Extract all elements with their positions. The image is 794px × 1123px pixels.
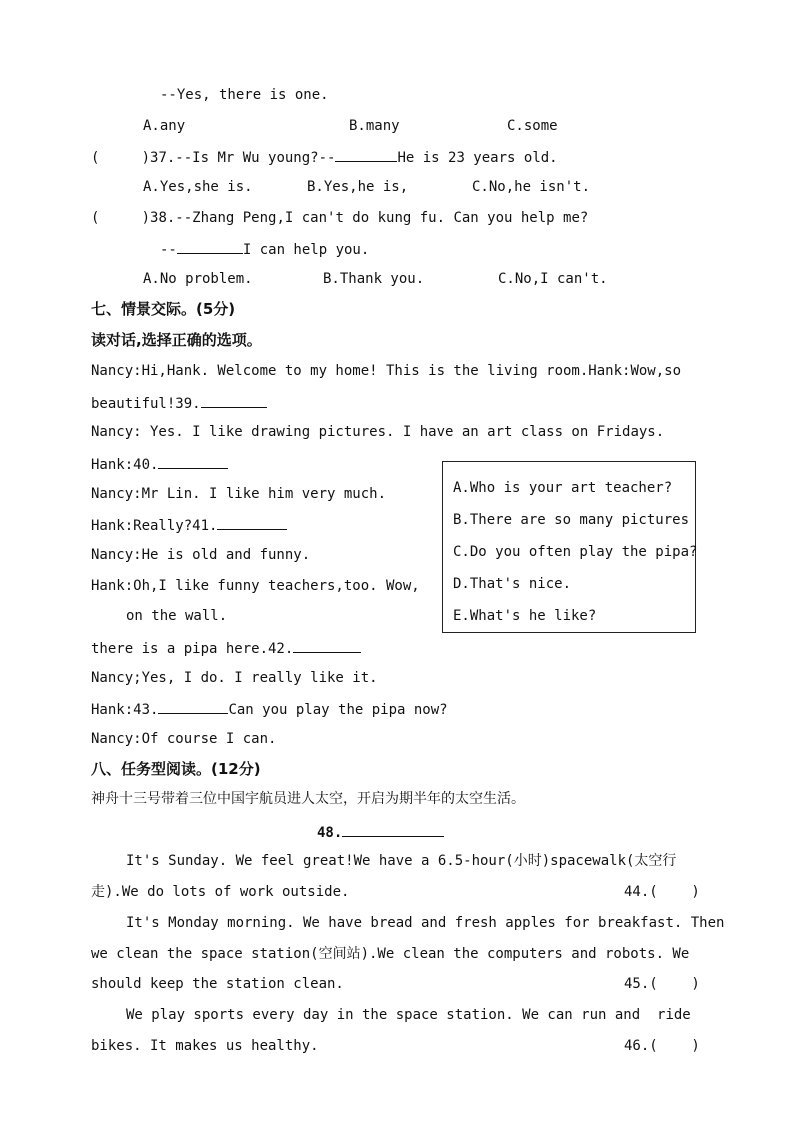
para1-line1: It's Sunday. We feel great!We have a 6.5-hour(小时)spacewalk(太空行 xyxy=(126,853,677,869)
q38-question: ( )38.--Zhang Peng,I can't do kung fu. Can you help me? xyxy=(91,210,589,226)
answer-46[interactable]: 46.( ) xyxy=(624,1038,700,1054)
section7-instruction: 读对话,选择正确的选项。 xyxy=(91,331,262,349)
q37-answer-paren[interactable]: ( ) xyxy=(91,150,151,166)
blank-42[interactable] xyxy=(293,638,361,653)
option-d[interactable]: D.That's nice. xyxy=(453,576,572,592)
q38-option-a[interactable]: A.No problem. xyxy=(143,271,253,287)
dialog-line-11: Nancy;Yes, I do. I really like it. xyxy=(91,670,378,686)
blank-39[interactable] xyxy=(201,393,267,408)
section8-title: 八、任务型阅读。(12分) xyxy=(91,760,261,778)
dialog-line-3: Nancy: Yes. I like drawing pictures. I have an art class on Fridays. xyxy=(91,424,665,440)
dialog-line-7: Nancy:He is old and funny. xyxy=(91,547,311,563)
section8-intro: 神舟十三号带着三位中国宇航员进人太空，开启为期半年的太空生活。 xyxy=(91,791,525,807)
blank-41[interactable] xyxy=(217,515,287,530)
para2-line3: should keep the station clean. xyxy=(91,976,344,992)
q37-option-a[interactable]: A.Yes,she is. xyxy=(143,179,253,195)
para2-line2: we clean the space station(空间站).We clean the computers and robots. We xyxy=(91,946,690,962)
options-box xyxy=(442,461,696,633)
q38-answer: -- I can help you. xyxy=(160,239,369,259)
dialog-line-13: Nancy:Of course I can. xyxy=(91,731,277,747)
q37-option-b[interactable]: B.Yes,he is, xyxy=(307,179,409,195)
q37-question: ( )37.--Is Mr Wu young?-- He is 23 years old. xyxy=(91,147,558,167)
q36-option-c[interactable]: C.some xyxy=(507,118,558,134)
q36-option-a[interactable]: A.any xyxy=(143,118,186,134)
dialog-line-10: there is a pipa here.42. xyxy=(91,638,361,658)
blank-43[interactable] xyxy=(158,699,228,714)
q48-blank[interactable] xyxy=(342,822,444,837)
dialog-line-5: Nancy:Mr Lin. I like him very much. xyxy=(91,486,387,502)
dialog-line-9: on the wall. xyxy=(126,608,228,624)
option-b[interactable]: B.There are so many pictures xyxy=(453,512,690,528)
q38-answer-paren[interactable]: ( ) xyxy=(91,210,151,226)
q37-blank[interactable] xyxy=(335,147,397,162)
dialog-line-1: Nancy:Hi,Hank. Welcome to my home! This is the living room.Hank:Wow,so xyxy=(91,363,682,379)
dialog-line-2: beautiful!39. xyxy=(91,393,267,413)
dialog-line-4: Hank:40. xyxy=(91,454,228,474)
section7-title: 七、情景交际。(5分) xyxy=(91,300,236,318)
q38-option-b[interactable]: B.Thank you. xyxy=(323,271,425,287)
blank-40[interactable] xyxy=(158,454,228,469)
q36-option-b[interactable]: B.many xyxy=(349,118,400,134)
q38-option-c[interactable]: C.No,I can't. xyxy=(498,271,608,287)
dialog-line-6: Hank:Really?41. xyxy=(91,515,287,535)
answer-44[interactable]: 44.( ) xyxy=(624,884,700,900)
para1-line2: 走).We do lots of work outside. xyxy=(91,884,350,900)
para3-line1: We play sports every day in the space station. We can run and ride xyxy=(126,1007,691,1023)
option-e[interactable]: E.What's he like? xyxy=(453,608,597,624)
option-c[interactable]: C.Do you often play the pipa? xyxy=(453,544,698,560)
q37-option-c[interactable]: C.No,he isn't. xyxy=(472,179,591,195)
q36-answer: --Yes, there is one. xyxy=(160,87,329,103)
option-a[interactable]: A.Who is your art teacher? xyxy=(453,480,673,496)
dialog-line-12: Hank:43. Can you play the pipa now? xyxy=(91,699,448,719)
para2-line1: It's Monday morning. We have bread and fresh apples for breakfast. Then xyxy=(126,915,725,931)
answer-45[interactable]: 45.( ) xyxy=(624,976,700,992)
q38-blank[interactable] xyxy=(177,239,243,254)
dialog-line-8: Hank:Oh,I like funny teachers,too. Wow, xyxy=(91,578,420,594)
para3-line2: bikes. It makes us healthy. xyxy=(91,1038,319,1054)
q48-heading: 48. xyxy=(317,822,444,842)
